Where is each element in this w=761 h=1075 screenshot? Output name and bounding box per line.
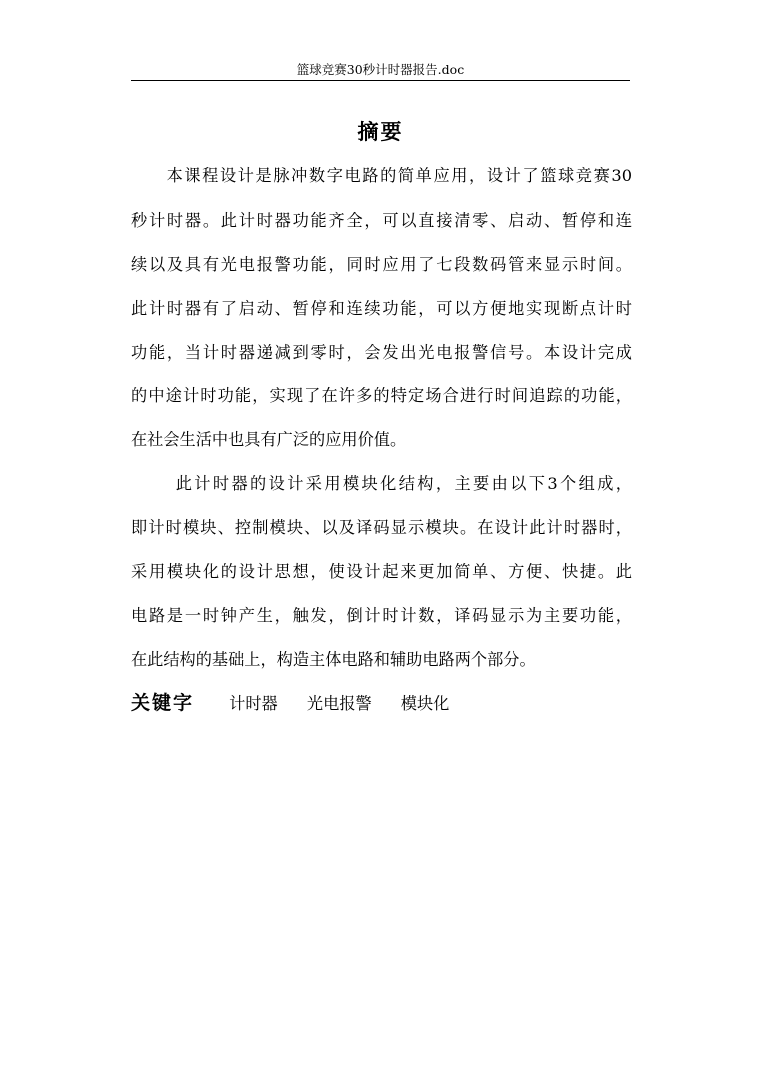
paragraph-line: 此计时器的设计采用模块化结构，主要由以下3个组成， bbox=[131, 474, 632, 493]
keyword-item: 光电报警 bbox=[306, 694, 372, 713]
paragraph-line: 电路是一时钟产生，触发，倒计时计数，译码显示为主要功能， bbox=[131, 606, 632, 625]
abstract-title: 摘要 bbox=[357, 119, 404, 144]
paragraph-line: 采用模块化的设计思想，使设计起来更加简单、方便、快捷。此 bbox=[131, 562, 632, 581]
keyword-item: 计时器 bbox=[229, 694, 278, 713]
paragraph-line: 功能，当计时器递减到零时，会发出光电报警信号。本设计完成 bbox=[131, 343, 632, 362]
header-filename: 篮球竞赛30秒计时器报告.doc bbox=[296, 62, 465, 77]
paragraph-line: 本课程设计是脉冲数字电路的简单应用，设计了篮球竞赛30 bbox=[131, 166, 632, 185]
paragraph-line: 的中途计时功能，实现了在许多的特定场合进行时间追踪的功能， bbox=[131, 386, 632, 405]
paragraph-line: 此计时器有了启动、暂停和连续功能，可以方便地实现断点计时 bbox=[131, 299, 632, 318]
page-header bbox=[131, 60, 630, 81]
keywords-row bbox=[131, 690, 473, 716]
keywords-label: 关键字 bbox=[131, 692, 195, 714]
paragraph-line: 续以及具有光电报警功能，同时应用了七段数码管来显示时间。 bbox=[131, 255, 632, 274]
paragraph-line: 在社会生活中也具有广泛的应用价值。 bbox=[131, 430, 407, 449]
keyword-item: 模块化 bbox=[400, 694, 450, 713]
paragraph-line: 即计时模块、控制模块、以及译码显示模块。在设计此计时器时， bbox=[131, 518, 632, 537]
paragraph-line: 秒计时器。此计时器功能齐全，可以直接清零、启动、暂停和连 bbox=[131, 211, 632, 230]
paragraph-line: 在此结构的基础上，构造主体电路和辅助电路两个部分。 bbox=[131, 650, 536, 669]
